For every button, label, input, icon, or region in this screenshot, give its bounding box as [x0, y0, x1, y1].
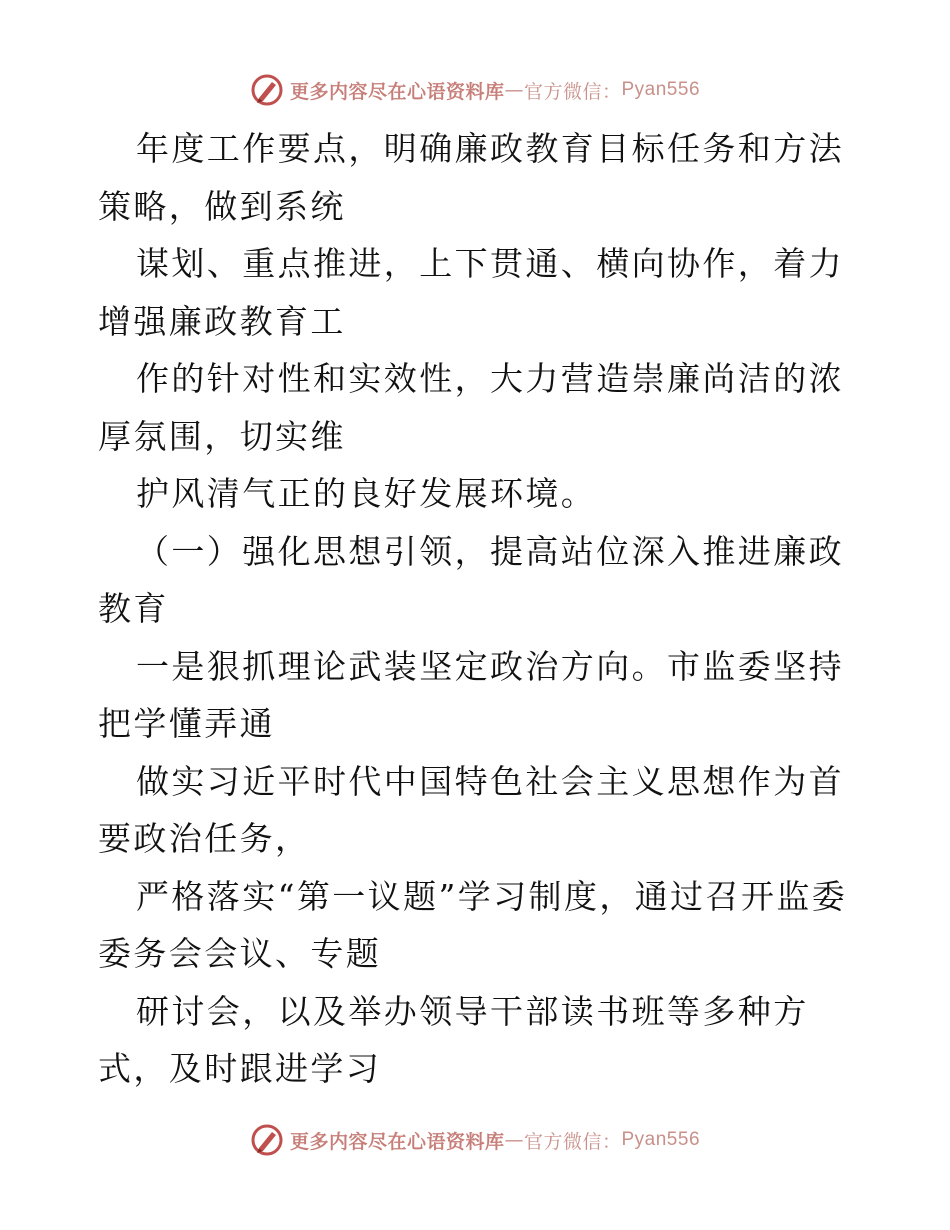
paragraph-3: 作的针对性和实效性，大力营造崇廉尚洁的浓厚氛围，切实维: [98, 359, 844, 456]
watermark-id: Pyan556: [621, 1129, 701, 1150]
section-heading: （一）强化思想引领，提高站位深入推进廉政教育: [98, 531, 844, 628]
watermark-text: 更多内容尽在心语资料库: [289, 1130, 505, 1153]
watermark-label: 官方微信：: [523, 80, 622, 103]
document-body: [98, 120, 858, 1098]
paragraph-6: 一是狠抓理论武装坚定政治方向。市监委坚持把学懂弄通: [98, 646, 844, 743]
paragraph-7: 做实习近平时代中国特色社会主义思想作为首要政治任务，: [98, 761, 844, 858]
footer-watermark: [0, 1120, 950, 1160]
watermark-separator: —: [504, 79, 524, 101]
paragraph-9: 研讨会，以及举办领导干部读书班等多种方式，及时跟进学习: [98, 991, 809, 1088]
paragraph-1: 年度工作要点，明确廉政教育目标任务和方法策略，做到系统: [98, 129, 844, 226]
watermark-separator: —: [504, 1129, 524, 1151]
watermark-id: Pyan556: [621, 79, 701, 100]
watermark-label: 官方微信：: [523, 1130, 622, 1153]
header-watermark: [0, 70, 950, 110]
paragraph-2: 谋划、重点推进，上下贯通、横向协作，着力增强廉政教育工: [98, 244, 844, 341]
paragraph-4: 护风清气正的良好发展环境。: [136, 474, 597, 513]
pen-logo-icon: [250, 1123, 284, 1157]
watermark-text: 更多内容尽在心语资料库: [289, 80, 505, 103]
pen-logo-icon: [250, 73, 284, 107]
paragraph-8: 严格落实“第一议题”学习制度，通过召开监委委务会会议、专题: [98, 876, 848, 973]
